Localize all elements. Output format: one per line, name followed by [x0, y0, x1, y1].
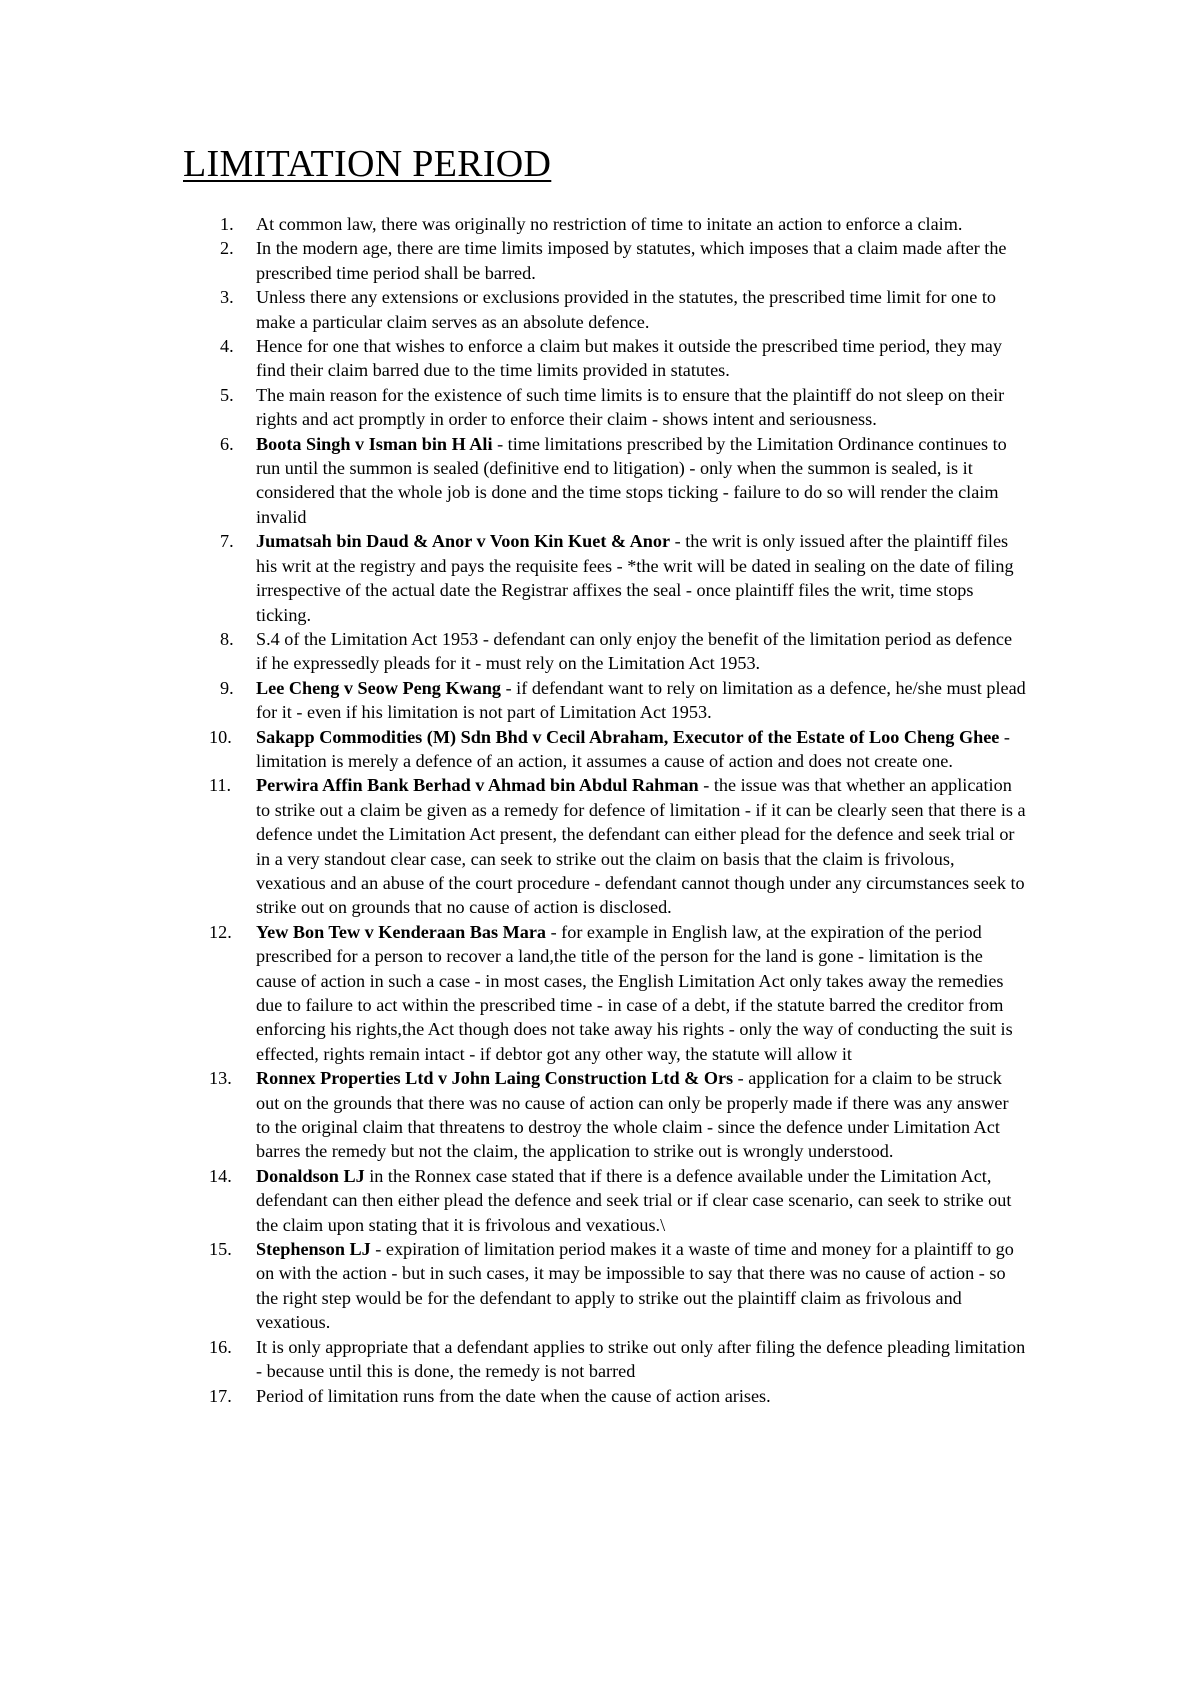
list-item-text: At common law, there was originally no restriction of time to initate an action to enforce a claim.	[256, 214, 963, 234]
list-item-text: in the Ronnex case stated that if there is a defence available under the Limitation Act, defendant can then either plead the defence and seek trial or if clear case scenario, can seek to strike out the claim upon stating that it is frivolous and vexatious.\	[256, 1165, 1012, 1235]
list-item-body	[256, 727, 1010, 771]
page-title: LIMITATION PERIOD	[183, 143, 552, 185]
list-item-body	[256, 531, 1014, 624]
case-name: Boota Singh v Isman bin H Ali	[256, 433, 493, 454]
list-item	[0, 773, 1026, 919]
list-item	[0, 529, 1026, 627]
list-item-body	[256, 385, 1004, 429]
list-item-body	[256, 287, 996, 331]
list-item	[0, 1066, 1026, 1164]
numbered-list	[0, 212, 1200, 1408]
list-item-number: 7.	[220, 531, 234, 552]
list-item-number: 13.	[209, 1068, 232, 1089]
list-item-text: Hence for one that wishes to enforce a claim but makes it outside the prescribed time period, they may find their claim barred due to the time limits provided in statutes.	[256, 336, 1002, 381]
list-item-text: - for example in English law, at the expiration of the period prescribed for a person to recover a land,the title of the person for the land is gone - limitation is the cause of action in such a case - in most cases, the English Limitation Act only takes away the remedies due to failure to act within the prescribed time - in case of a debt, if the statute barred the creditor from enforcing his rights,the Act though does not take away his rights - only the way of conducting the suit is effected, rights remain intact - if debtor got any other way, the statute will allow it	[256, 921, 1013, 1064]
case-name: Sakapp Commodities (M) Sdn Bhd v Cecil Abraham, Executor of the Estate of Loo Cheng Ghee	[256, 726, 1000, 747]
list-item-number: 10.	[209, 726, 232, 747]
list-item-text: - the writ is only issued after the plaintiff files his writ at the registry and pays the requisite fees - *the writ will be dated in sealing on the date of filing irrespective of the actual date the Registrar affixes the seal - once plaintiff files the writ, time stops ticking.	[256, 531, 1014, 625]
list-item-body	[256, 1239, 1014, 1332]
case-name: Lee Cheng v Seow Peng Kwang	[256, 677, 502, 698]
list-item-number: 3.	[220, 287, 234, 308]
list-item-text: In the modern age, there are time limits imposed by statutes, which imposes that a claim made after the prescribed time period shall be barred.	[256, 238, 1007, 283]
case-name: Jumatsah bin Daud & Anor v Voon Kin Kuet & Anor	[256, 531, 671, 552]
list-item-body	[256, 1068, 1009, 1161]
list-item-body	[256, 922, 1013, 1064]
list-item-text: - if defendant want to rely on limitation as a defence, he/she must plead for it - even if his limitation is not part of Limitation Act 1953.	[256, 677, 1026, 723]
list-item-text: S.4 of the Limitation Act 1953 - defendant can only enjoy the benefit of the limitation period as defence if he expressedly pleads for it - must rely on the Limitation Act 1953.	[256, 628, 1013, 674]
list-item	[0, 212, 1026, 236]
list-item-body	[256, 775, 1026, 917]
case-name: Yew Bon Tew v Kenderaan Bas Mara	[256, 921, 547, 942]
list-item-number: 8.	[220, 628, 234, 649]
list-item-text: - time limitations prescribed by the Limitation Ordinance continues to run until the summon is sealed (definitive end to litigation) - only when the summon is sealed, is it considered that the whole job is done and the time stops ticking - failure to do so will render the claim invalid	[256, 433, 1007, 527]
list-item-body	[256, 1386, 771, 1406]
list-item-text: - expiration of limitation period makes it a waste of time and money for a plaintiff to go on with the action - but in such cases, it may be impossible to say that there was no cause of action - so the right step would be for the defendant to apply to strike out the plaintiff claim as frivolous and vexatious.	[256, 1239, 1014, 1333]
list-item	[0, 725, 1026, 774]
list-item-text: - application for a claim to be struck out on the grounds that there was no cause of action can only be properly made if there was any answer to the original claim that threatens to destroy the whole claim - since the defence under Limitation Act barres the remedy but not the claim, the application to strike out is wrongly understood.	[256, 1068, 1009, 1162]
list-item	[0, 236, 1026, 285]
list-item-number: 9.	[220, 677, 234, 698]
list-item-body	[256, 678, 1026, 722]
list-item-body	[256, 434, 1007, 527]
list-item-text: - limitation is merely a defence of an action, it assumes a cause of action and does not create one.	[256, 726, 1010, 771]
list-item-number: 1.	[220, 214, 234, 234]
list-item-number: 4.	[220, 336, 234, 357]
list-item-body	[256, 1337, 1025, 1381]
list-item-text: It is only appropriate that a defendant applies to strike out only after filing the defence pleading limitation - because until this is done, the remedy is not barred	[256, 1336, 1026, 1382]
list-item	[0, 334, 1026, 383]
list-item	[0, 627, 1026, 676]
list-item-number: 11.	[209, 775, 232, 796]
list-item-text: The main reason for the existence of such time limits is to ensure that the plaintiff do not sleep on their rights and act promptly in order to enforce their claim - shows intent and seriousness.	[256, 384, 1005, 430]
list-item	[0, 285, 1026, 334]
list-item	[0, 432, 1026, 530]
case-name: Donaldson LJ	[256, 1165, 365, 1186]
list-item-text: Unless there any extensions or exclusions provided in the statutes, the prescribed time limit for one to make a particular claim serves as an absolute defence.	[256, 287, 996, 332]
case-name: Perwira Affin Bank Berhad v Ahmad bin Abdul Rahman	[256, 775, 699, 796]
list-item	[0, 383, 1026, 432]
list-item	[0, 676, 1026, 725]
list-item	[0, 1237, 1026, 1335]
list-item-number: 5.	[220, 384, 234, 405]
list-item	[0, 1384, 1026, 1408]
list-item	[0, 920, 1026, 1066]
list-item-number: 15.	[209, 1239, 232, 1260]
list-item	[0, 1164, 1026, 1237]
list-item-number: 2.	[220, 238, 234, 259]
list-item-body	[256, 629, 1012, 673]
list-item-number: 14.	[209, 1165, 232, 1186]
list-item-body	[256, 336, 1002, 380]
list-item-body	[256, 238, 1007, 282]
list-item-number: 12.	[209, 921, 232, 942]
case-name: Stephenson LJ	[256, 1239, 371, 1260]
list-item-number: 16.	[209, 1336, 232, 1357]
list-item-number: 17.	[209, 1385, 232, 1406]
case-name: Ronnex Properties Ltd v John Laing Construction Ltd & Ors	[256, 1068, 734, 1089]
list-item-text: Period of limitation runs from the date when the cause of action arises.	[256, 1385, 771, 1406]
list-item-body	[256, 214, 962, 234]
list-item-text: - the issue was that whether an application to strike out a claim be given as a remedy for defence of limitation - if it can be clearly seen that there is a defence undet the Limitation Act present, the defendant can either plead for the defence and seek trial or in a very standout clear case, can seek to strike out the claim on basis that the claim is frivolous, vexatious and an abuse of the court procedure - defendant cannot though under any circumstances seek to strike out on grounds that no cause of action is disclosed.	[256, 775, 1026, 918]
list-item	[0, 1335, 1026, 1384]
list-item-body	[256, 1166, 1011, 1235]
list-item-number: 6.	[220, 433, 234, 454]
